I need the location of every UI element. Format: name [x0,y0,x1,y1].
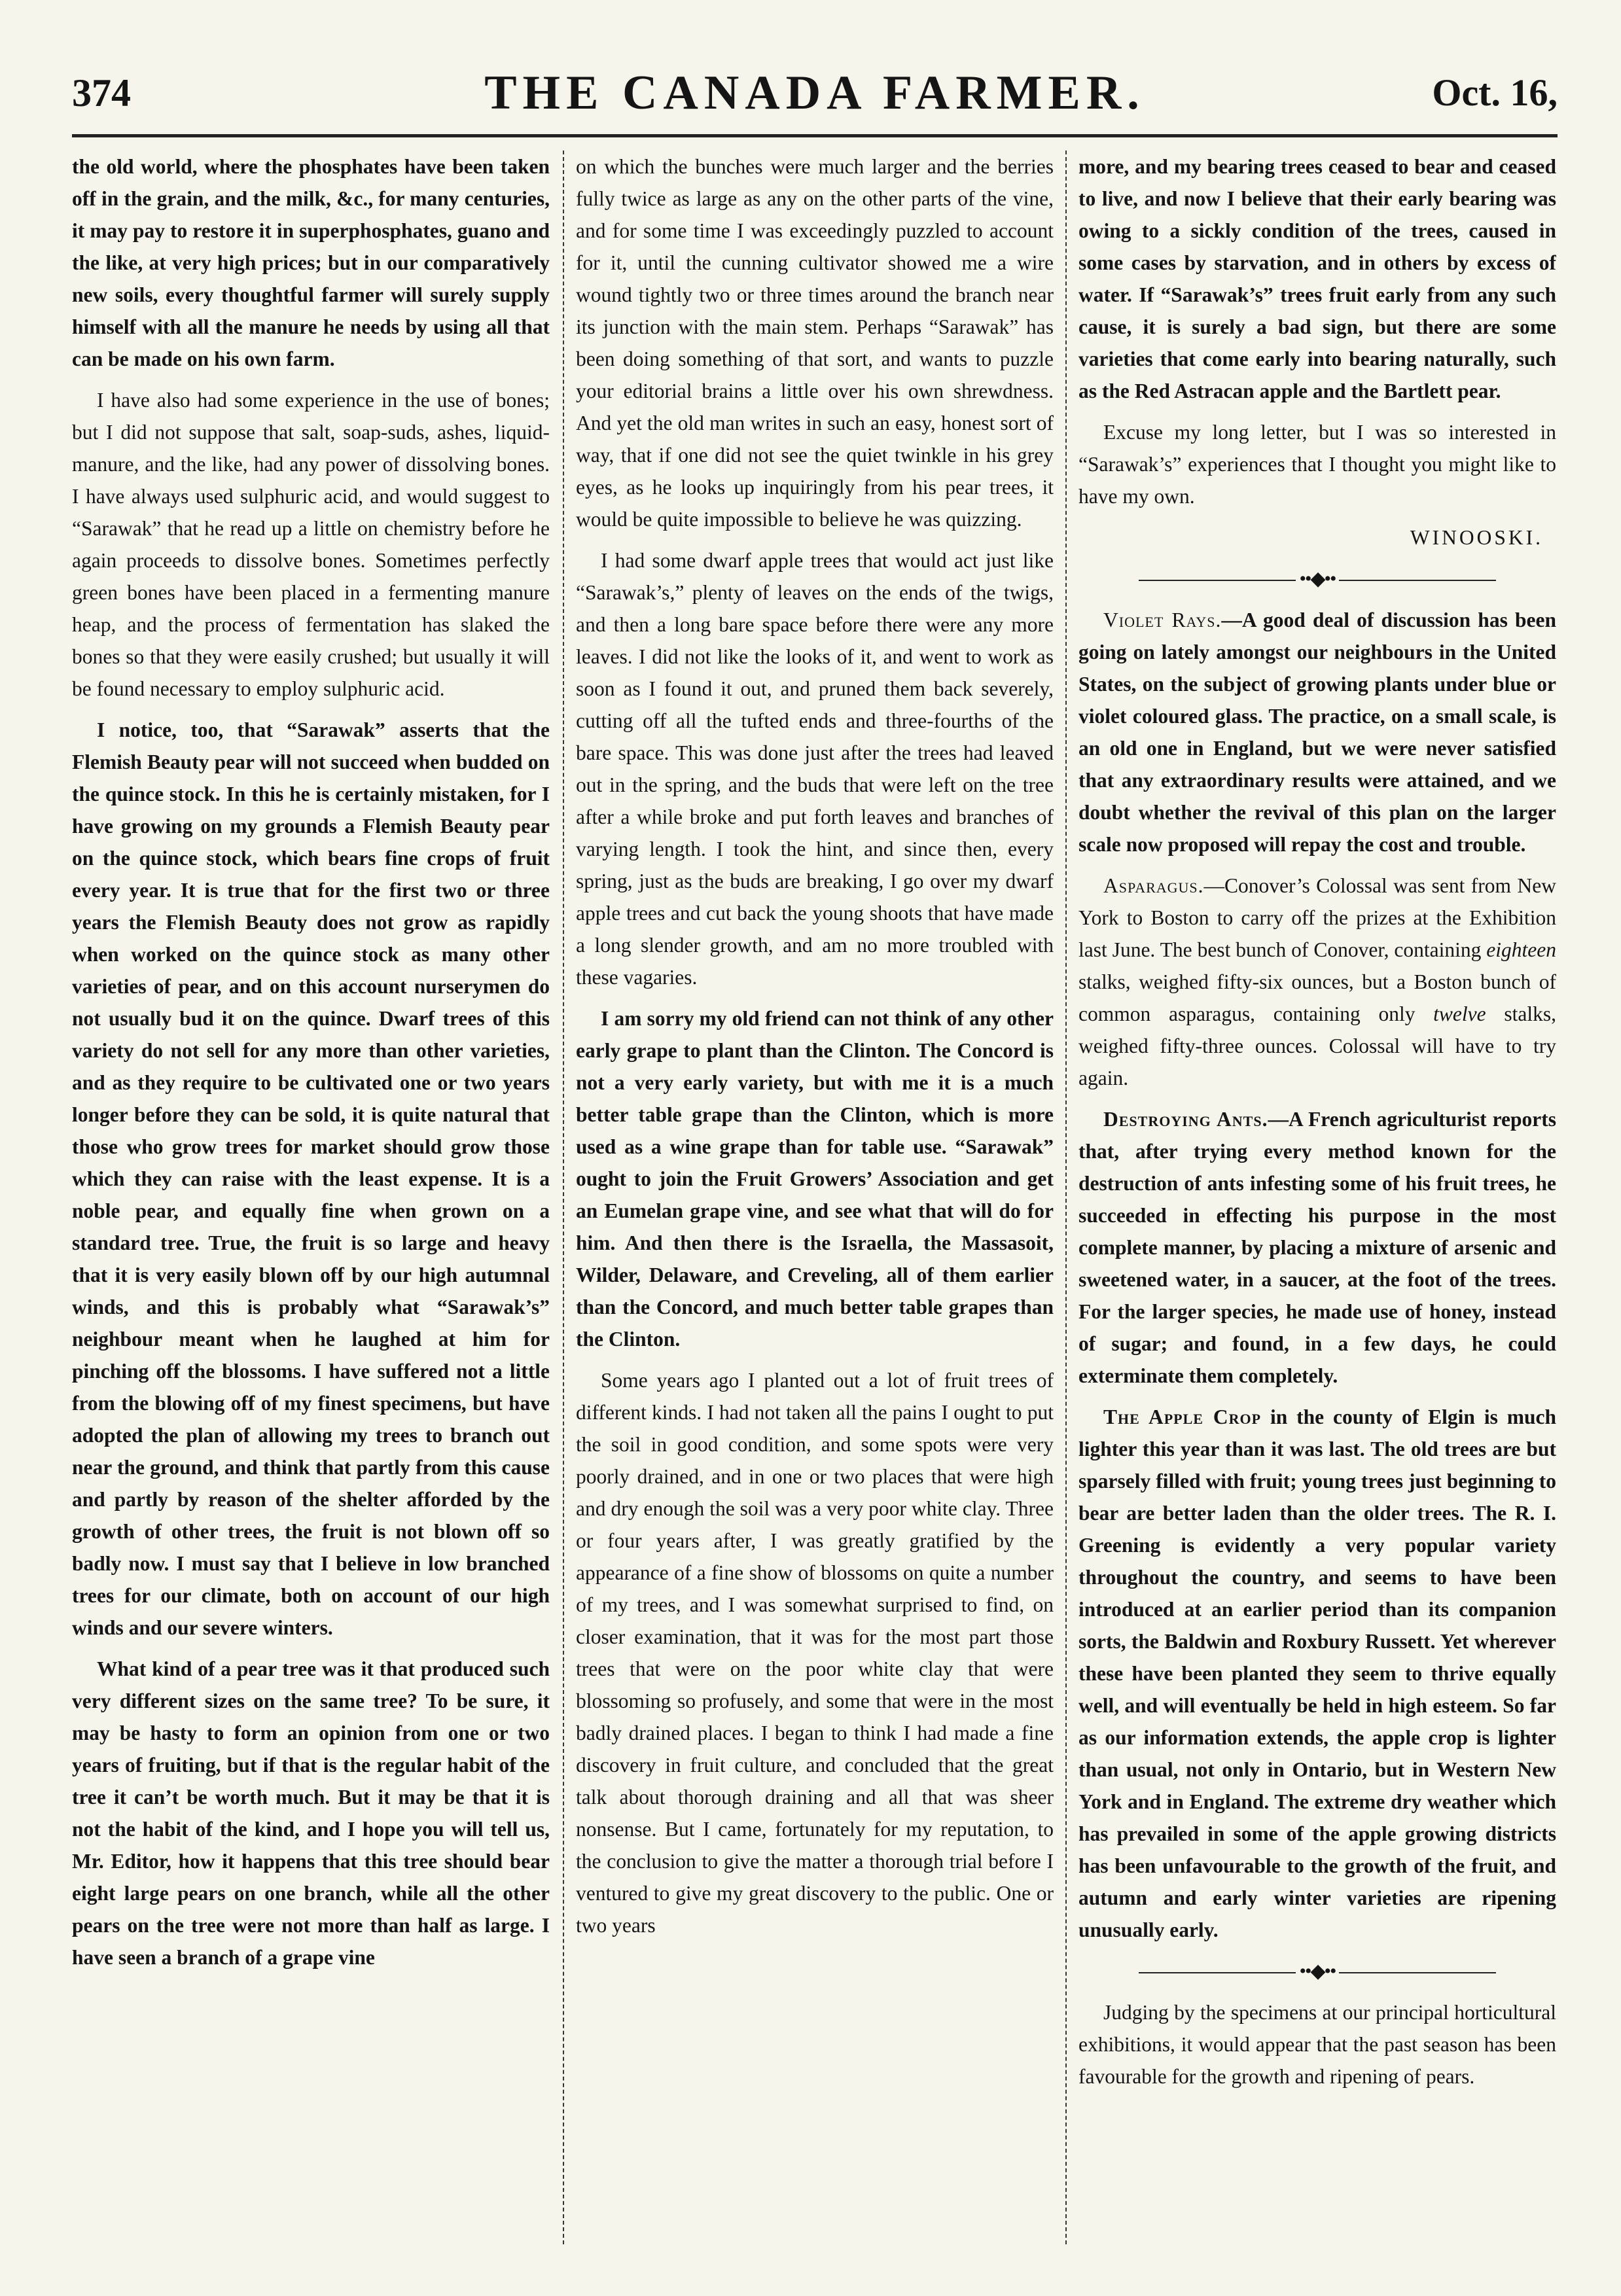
emphasis: twelve [1433,1002,1486,1025]
paragraph: the old world, where the phosphates have been taken off in the grain, and the milk, &c., for many centuries, it may pay to restore it in superphosphates, guano and the like, at very high prices; but in our comparatively new soils, every thoughtful farmer will surely supply himself with all the manure he needs by using all that can be made on his own farm. [72,155,550,370]
article-heading: Destroying Ants. [1103,1108,1268,1131]
issue-date: Oct. 16, [1432,71,1558,114]
page-number: 374 [72,71,131,115]
paragraph: I am sorry my old friend can not think of any other early grape to plant than the Clinton. The Concord is not a very early variety, but with me it is a much better table grape than the Clinton, which is more used as a wine grape than for table use. “Sarawak” ought to join the Fruit Growers’ Association and get an Eumelan grape vine, and see what that will do for him. And then there is the Israella, the Massasoit, Wilder, Delaware, and Creveling, all of them earlier than the Concord, and much better table grapes than the Clinton. [576,1007,1054,1351]
paragraph: Judging by the specimens at our principal horticultural exhibitions, it would appear that the past season has been favourable for the growth and ripening of pears. [1078,2001,1556,2088]
article-destroying-ants [1078,1103,1556,1392]
article-apple-crop [1078,1401,1556,1946]
column-2 [576,150,1054,2231]
column-divider [1065,150,1067,2244]
article-body: —A good deal of discussion has been going on lately amongst our neighbours in the United States, on the subject of growing plants under blue or violet coloured glass. The practice, on a small scale, is an old one in England, but we were never satisfied that any extraordinary results were attained, and we doubt whether the revival of this plan on the larger scale now proposed will repay the cost and trouble. [1078,609,1556,856]
paragraph: Excuse my long letter, but I was so interested in “Sarawak’s” experiences that I thought you might like to have my own. [1078,421,1556,508]
article-body: —A French agriculturist reports that, after trying every method known for the destruction of ants infesting some of his fruit trees, he succeeded in effecting his purpose in the most complete manner, by placing a mixture of arsenic and sweetened water, in a saucer, at the foot of the trees. For the larger species, he made use of honey, instead of sugar; and found, in a few days, he could exterminate them completely. [1078,1108,1556,1387]
emphasis: eighteen [1486,938,1556,961]
article-heading: The Apple Crop [1103,1405,1262,1428]
column-divider [563,150,564,2244]
column-1 [72,150,550,2231]
section-ornament: ••◆•• [1078,563,1556,595]
column-3 [1078,150,1556,2231]
author-signature: WINOOSKI. [1410,526,1543,549]
paragraph: I notice, too, that “Sarawak” asserts that the Flemish Beauty pear will not succeed when budded on the quince stock. In this he is certainly mistaken, for I have growing on my grounds a Flemish Beauty pear on the quince stock, which bears fine crops of fruit every year. It is true that for the first two or three years the Flemish Beauty does not grow as rapidly when worked on the quince stock as many other varieties of pear, and on this account nurserymen do not usually bud it on the quince. Dwarf trees of this variety do not sell for any more than other varieties, and as they require to be cultivated one or two years longer before they can be sold, it is quite natural that those who grow trees for market should grow those which they can raise with the least expense. It is a noble pear, and equally fine when grown on a standard tree. True, the fruit is so large and heavy that it is very easily blown off by our high autumnal winds, and this is probably what “Sarawak’s” neighbour meant when he laughed at him for pinching off the blossoms. I have suffered not a little from the blowing off of my finest specimens, but have adopted the plan of allowing my trees to branch out near the ground, and think that partly from this cause and partly by reason of the shelter afforded by the growth of other trees, the fruit is not blown off so badly now. I must say that I believe in low branched trees for our climate, both on account of our high winds and our severe winters. [72,718,550,1639]
masthead-title: THE CANADA FARMER. [484,66,1145,120]
paragraph: I have also had some experience in the use of bones; but I did not suppose that salt, soap-suds, ashes, liquid-manure, and the like, had any power of dissolving bones. I have always used sulphuric acid, and would suggest to “Sarawak” that he read up a little on chemistry before he again proceeds to dissolve bones. Sometimes perfectly green bones have been placed in a fermenting manure heap, and the process of fermentation has slaked the bones so that they were easily crushed; but usually it will be found necessary to employ sulphuric acid. [72,389,550,700]
article-body: stalks, weighed fifty-three ounces. Colossal will have to try again. [1078,1002,1556,1089]
paragraph: What kind of a pear tree was it that produced such very different sizes on the same tree? To be sure, it may be hasty to form an opinion from one or two years of fruiting, but if that is the regular habit of the tree it can’t be worth much. But it may be that it is not the habit of the kind, and I hope you will tell us, Mr. Editor, how it happens that this tree should bear eight large pears on one branch, while all the other pears on the tree were not more than half as large. I have seen a branch of a grape vine [72,1657,550,1969]
page-header [72,59,1558,131]
article-asparagus [1078,870,1556,1094]
header-rule [72,134,1558,137]
paragraph: Some years ago I planted out a lot of fruit trees of different kinds. I had not taken all the pains I ought to put the soil in good condition, and some spots were very poorly drained, and in one or two places that were high and dry enough the soil was a very poor white clay. Three or four years after, I was greatly gratified by the appearance of a fine show of blossoms on quite a number of my trees, and I was somewhat surprised to find, on closer examination, that it was for the most part those trees that were on the poor white clay that were blossoming so profusely, and some that were in the most badly drained places. I began to think I had made a fine discovery in fruit culture, and concluded that the great talk about thorough draining and all that was sheer nonsense. But I came, fortunately for my reputation, to the conclusion to give the matter a thorough trial before I ventured to give my great discovery to the public. One or two years [576,1369,1054,1937]
article-heading: Asparagus. [1103,874,1204,897]
paragraph: on which the bunches were much larger and the berries fully twice as large as any on the other parts of the vine, and for some time I was exceedingly puzzled to account for it, until the cunning cultivator showed me a wire wound tightly two or three times around the branch near its junction with the main stem. Perhaps “Sarawak” has been doing something of that sort, and wants to puzzle your editorial brains a little over his own shrewdness. And yet the old man writes in such an easy, honest sort of way, that if one did not see the quiet twinkle in his grey eyes, as he looks up inquiringly from his pear trees, it would be quite impossible to believe he was quizzing. [576,155,1054,531]
paragraph: more, and my bearing trees ceased to bear and ceased to live, and now I believe that their early bearing was owing to a sickly condition of the trees, caused in some cases by starvation, and in others by excess of water. If “Sarawak’s” trees fruit early from any such cause, it is surely a bad sign, but there are some varieties that come early into bearing naturally, such as the Red Astracan apple and the Bartlett pear. [1078,155,1556,402]
article-body: —Conover’s Colossal was sent from New York to Boston to carry off the prizes at the Exhibition last June. The best bunch of Conover, containing [1078,874,1556,961]
article-body: in the county of Elgin is much lighter this year than it was last. The old trees are but sparsely filled with fruit; young trees just beginning to bear are better laden than the older trees. The R. I. Greening is evidently a very popular variety throughout the country, and seems to have been introduced at an earlier period than its companion sorts, the Baldwin and Roxbury Russett. Yet wherever these have been planted they seem to thrive equally well, and will eventually be held in high esteem. So far as our information extends, the apple crop is lighter than usual, not only in Ontario, but in Western New York and in England. The extreme dry weather which has prevailed in some of the apple growing districts has been unfavourable to the growth of the fruit, and autumn and early winter varieties are ripening unusually early. [1078,1405,1556,1941]
article-violet-rays [1078,604,1556,860]
paragraph: I had some dwarf apple trees that would act just like “Sarawak’s,” plenty of leaves on the ends of the twigs, and then a long bare space before there were any more leaves. I did not like the looks of it, and went to work as soon as I found it out, and pruned them back severely, cutting off all the tufted ends and three-fourths of the bare space. This was done just after the trees had leaved out in the spring, and the buds that were left on the tree after a while broke and put forth leaves and branches of varying length. I took the hint, and since then, every spring, just as the buds are breaking, I go over my dwarf apple trees and cut back the young shoots that have made a long slender growth, and am no more troubled with these vagaries. [576,549,1054,989]
article-body: stalks, weighed fifty-six ounces, but a Boston bunch of common asparagus, containing only [1078,970,1556,1025]
section-ornament: ••◆•• [1078,1955,1556,1987]
article-heading: Violet Rays. [1103,609,1222,631]
